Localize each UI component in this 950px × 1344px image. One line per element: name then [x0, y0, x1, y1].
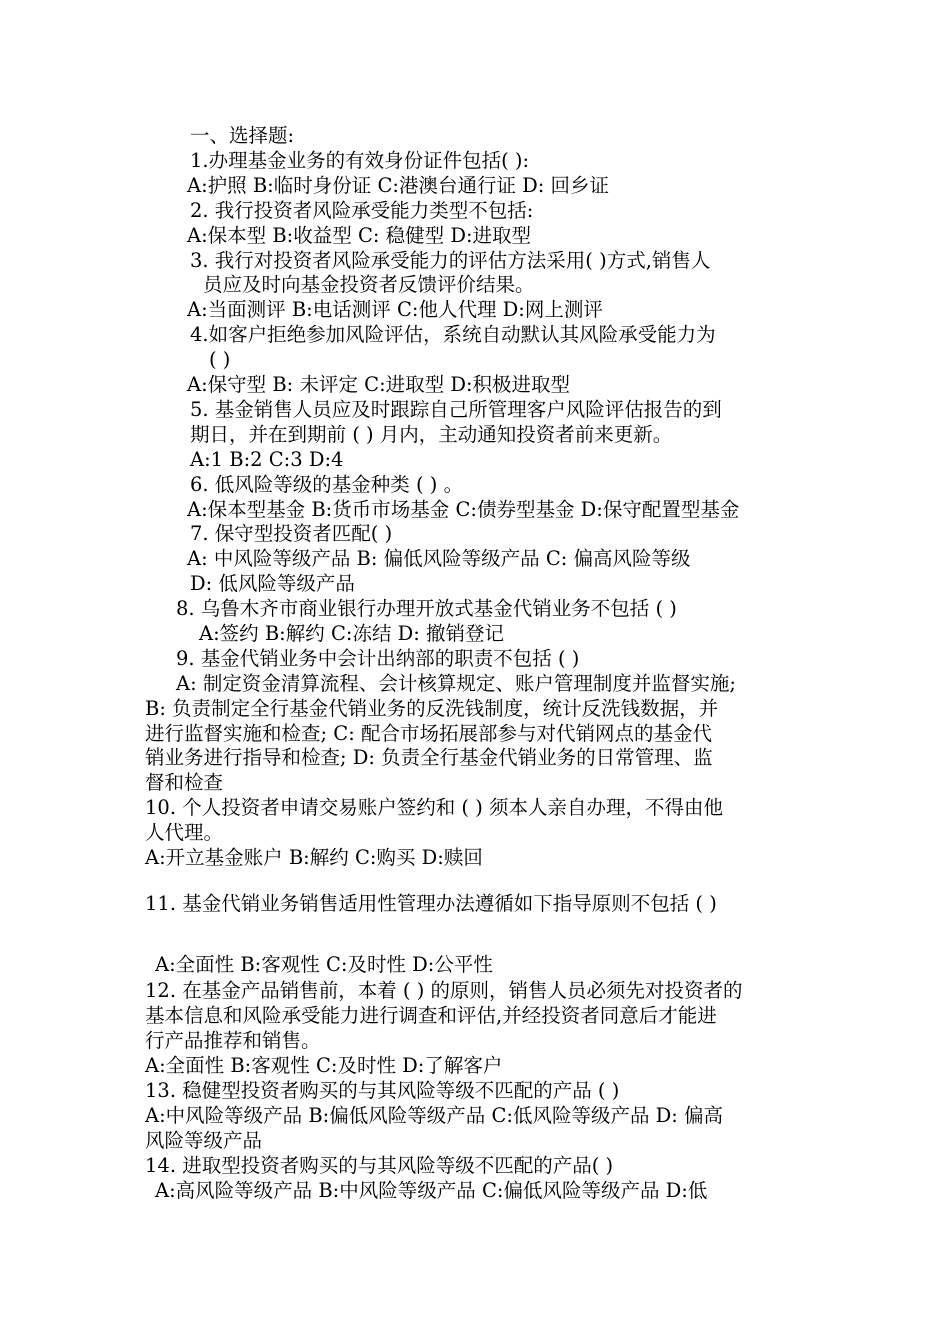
question-11-options: A:全面性 B:客观性 C:及时性 D:公平性 [155, 953, 493, 976]
question-9-option-b: B: 负责制定全行基金代销业务的反洗钱制度，统计反洗钱数据，并 [145, 697, 719, 720]
question-5-cont: 期日，并在到期前 ( ) 月内，主动通知投资者前来更新。 [190, 423, 673, 446]
question-6-options: A:保本型基金 B:货币市场基金 C:债券型基金 D:保守配置型基金 [187, 498, 740, 521]
question-12-options: A:全面性 B:客观性 C:及时性 D:了解客户 [145, 1054, 503, 1077]
question-3: 3. 我行对投资者风险承受能力的评估方法采用( )方式,销售人 [190, 249, 711, 272]
question-12-cont: 基本信息和风险承受能力进行调查和评估,并经投资者同意后才能进 [145, 1004, 717, 1027]
question-11: 11. 基金代销业务销售适用性管理办法遵循如下指导原则不包括 ( ) [145, 892, 717, 915]
question-9: 9. 基金代销业务中会计出纳部的职责不包括 ( ) [176, 647, 580, 670]
question-2: 2. 我行投资者风险承受能力类型不包括: [190, 199, 534, 222]
question-14: 14. 进取型投资者购买的与其风险等级不匹配的产品( ) [145, 1154, 614, 1177]
question-9-option-c: 进行监督实施和检查; C: 配合市场拓展部参与对代销网点的基金代 [145, 722, 712, 745]
question-14-options: A:高风险等级产品 B:中风险等级产品 C:偏低风险等级产品 D:低 [155, 1179, 708, 1202]
question-7: 7. 保守型投资者匹配( ) [190, 522, 393, 545]
question-8: 8. 乌鲁木齐市商业银行办理开放式基金代销业务不包括 ( ) [176, 597, 677, 620]
question-9-option-d: 销业务进行指导和检查; D: 负责全行基金代销业务的日常管理、监 [145, 746, 713, 769]
question-1: 1.办理基金业务的有效身份证件包括( ): [190, 149, 530, 172]
question-6: 6. 低风险等级的基金种类 ( ) 。 [190, 473, 464, 496]
question-2-options: A:保本型 B:收益型 C: 稳健型 D:进取型 [187, 224, 532, 247]
question-3-options: A:当面测评 B:电话测评 C:他人代理 D:网上测评 [187, 298, 603, 321]
question-4-cont: ( ) [209, 348, 231, 371]
question-8-options: A:签约 B:解约 C:冻结 D: 撤销登记 [199, 622, 505, 645]
question-5: 5. 基金销售人员应及时跟踪自己所管理客户风险评估报告的到 [190, 398, 722, 421]
question-9-option-a: A: 制定资金清算流程、会计核算规定、账户管理制度并监督实施; [176, 672, 736, 695]
question-13: 13. 稳健型投资者购买的与其风险等级不匹配的产品 ( ) [145, 1079, 620, 1102]
question-10: 10. 个人投资者申请交易账户签约和 ( ) 须本人亲自办理，不得由他 [145, 796, 724, 819]
question-7-options-cont: D: 低风险等级产品 [190, 572, 355, 595]
question-13-options: A:中风险等级产品 B:偏低风险等级产品 C:低风险等级产品 D: 偏高 [145, 1104, 724, 1127]
question-10-options: A:开立基金账户 B:解约 C:购买 D:赎回 [145, 846, 483, 869]
question-5-options: A:1 B:2 C:3 D:4 [190, 448, 344, 471]
question-9-option-d-cont: 督和检查 [145, 771, 224, 794]
question-7-options: A: 中风险等级产品 B: 偏低风险等级产品 C: 偏高风险等级 [187, 547, 691, 570]
question-12-cont-2: 行产品推荐和销售。 [145, 1029, 321, 1052]
question-12: 12. 在基金产品销售前，本着 ( ) 的原则，销售人员必须先对投资者的 [145, 979, 743, 1002]
section-heading: 一、选择题: [190, 124, 295, 147]
question-10-cont: 人代理。 [145, 821, 224, 844]
question-4-options: A:保守型 B: 未评定 C:进取型 D:积极进取型 [187, 373, 571, 396]
question-1-options: A:护照 B:临时身份证 C:港澳台通行证 D: 回乡证 [187, 174, 610, 197]
question-3-cont: 员应及时向基金投资者反馈评价结果。 [203, 273, 535, 296]
question-4: 4.如客户拒绝参加风险评估，系统自动默认其风险承受能力为 [190, 323, 716, 346]
question-13-options-cont: 风险等级产品 [145, 1129, 263, 1152]
